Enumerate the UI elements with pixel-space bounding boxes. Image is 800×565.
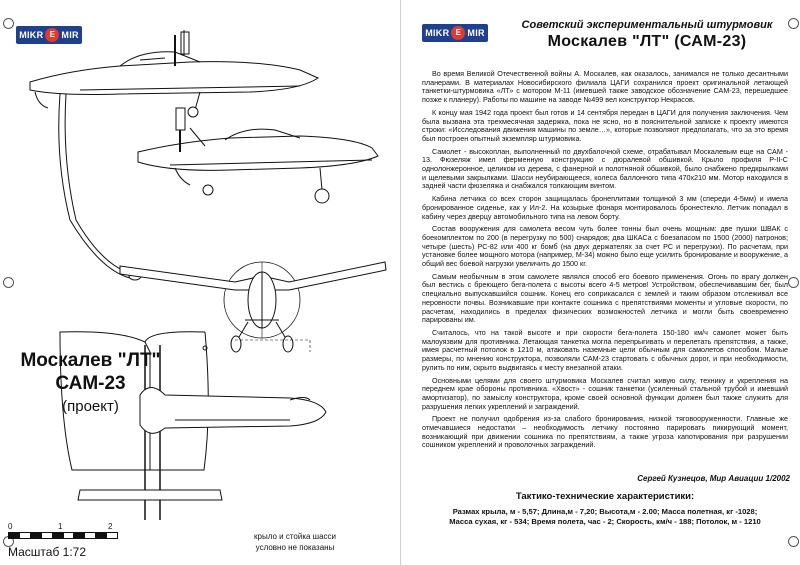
note-line: условно не показаны: [255, 543, 335, 552]
article-paragraph: Основными целями для своего штурмовика Москалев считал живую силу, технику и укрепления на переднем крае обороны противника. «Хвост» - сошник танкетки (усиленный стальной трубой и имевший амортизатор), по замыслу конструктора, кроме своей основной функции должен был также служить для разрушения легких укреплений и заграждений.: [422, 375, 788, 411]
side-view-middle: [138, 108, 378, 203]
model-status: (проект): [62, 398, 119, 415]
right-text-page: [400, 0, 800, 565]
article-paragraph: Самым необычным в этом самолете являлся способ его боевого применения. Огонь по врагу должен был вестись с бреющего бега-полета с высоты всего 4-5 метров! Устройством, обеспечивавшим бег, был специально выпускавшийся сошник. Конец его соприкасался с землей и таким образом отслеживал все неровности почвы. Возникавшие при контакте сошника с препятствиями моменты и угловые скорости, по расчетам, находились в пределах физических возможностей летчика и могли быть своевременно парированы им.: [422, 271, 788, 325]
article-paragraph: Проект не получил одобрения из-за слабого бронирования, низкой тяговооруженности. Главные же отмечавшиеся недостатки – необходимость летчику постоянно парировать пикирующий момент, возникающий при движении сошника по препятствиям, а также угроза капотирования при разрушении сошником укреплений и проволочных заграждений.: [422, 414, 788, 450]
article-header: [512, 19, 782, 52]
logo-right-text: MIR: [61, 30, 79, 40]
front-view: [120, 262, 386, 352]
binder-hole: [788, 18, 799, 29]
article-paragraph: Во время Великой Отечественной войны А. Москалев, как оказалось, занимался не только десантными планерами. В материалах Новосибирского филиала ЦАГИ сохранился проект оригинальной летающей танкетки-штурмовика «ЛТ» с мотором М-11 (имевшей также заводское обозначение САМ-23, перешедшее позже к планеру). Работы по машине на заводе №499 вел конструктор Некрасов.: [422, 69, 788, 105]
article-author: Сергей Кузнецов, Мир Авиации 1/2002: [637, 474, 790, 483]
article-paragraph: Состав вооружения для самолета весом чуть более тонны был очень мощным: две пушки ШВАК с боекомплектом по 200 (в перегрузку по 500) снарядов; два ШКАСа с боезапасом по 1500 (2000) патронов; четыре (шесть) РС-82 или 400 кг бомб (на двух держателях за счет РС и перегрузки). По расчетам, при установке более мощного мотора (например, М-34) можно было еще усилить бронирование и вооружение, а общий вес боевой нагрузки увеличить до 1500 кг.: [422, 224, 788, 269]
binder-hole: [788, 536, 799, 547]
scale-numbers: [8, 522, 118, 532]
article-paragraph: К концу мая 1942 года проект был готов и 14 сентября передан в ЦАГИ для получения заключения. Чем была вызвана эта трехмесячная задержка, пока не ясно, но в пояснительной записке к проекту имеются строки: «Исследования движения машины по земле…», которые позволяют предполагать, что за это время был построен опытный экземпляр штурмовика.: [422, 107, 788, 143]
model-title: [8, 350, 173, 418]
article-title: Москалев "ЛТ" (САМ-23): [547, 33, 747, 50]
note-line: крыло и стойка шасси: [254, 532, 336, 541]
scale-ruler: [8, 532, 118, 539]
logo-emblem: E: [45, 28, 59, 42]
article-body: [422, 70, 788, 454]
article-subtitle: Советский экспериментальный штурмовик: [521, 19, 773, 31]
scale-bar: [8, 522, 118, 559]
logo-emblem: E: [451, 26, 465, 40]
article-paragraph: Самолет - высокоплан, выполненный по двухбалочной схеме, отрабатывал Москалевым еще на САМ - 13. Фюзеляж имел ферменную конструкцию с дюралевой обшивкой. Крыло профиля Р-II-С однолонжеронное, целиком из дерева, с фанерной и полотняной обшивкой, было снабжено предкрылками и щелевыми закрылками. Шасси неубирающееся, колеса баллонного типа 470х210 мм. Мотор находился в задней части фюзеляжа и снабжался толкающим винтом.: [422, 146, 788, 191]
logo-right-text: MIR: [467, 28, 485, 38]
model-name: Москалев "ЛТ": [20, 350, 161, 371]
scale-number: 2: [108, 522, 113, 531]
specs-block: [422, 507, 788, 527]
mikromir-logo: [422, 24, 488, 42]
binder-hole: [788, 277, 799, 288]
specs-line: Размах крыла, м - 5,57; Длина,м - 7,20; Высота,м - 2.00; Масса полетная, кг -1028;: [452, 507, 758, 516]
article-paragraph: Кабина летчика со всех сторон защищалась бронеплитами толщиной 3 мм (спереди 4-5мм) и имела бронированное сиденье, как у Ил-2. На козырьке фонаря монтировалось бронестекло. Летчик попадал в кабину через дверцу автомобильного типа на левом борту.: [422, 194, 788, 221]
logo-left-text: MIKR: [425, 28, 450, 38]
scale-label: Масштаб 1:72: [8, 545, 87, 559]
model-designation: САМ-23: [55, 373, 126, 394]
logo-left-text: MIKR: [19, 30, 44, 40]
article-paragraph: Считалось, что на такой высоте и при скорости бега-полета 150-180 км/ч самолет может быть малоуязвим для противника. Летающая танкетка могла перепрыгивать и перелетать препятствия, а также, имея расчетный потолок в 1210 м, атаковать наземные цели обычным для самолетов способом. Малые размеры, по мнению конструктора, позволяли САМ-23 стартовать с обычных дорог, и при необходимости, рулить по ним, скрыто выдвигаясь к месту внезапной атаки.: [422, 327, 788, 372]
drawing-note: [240, 531, 350, 553]
specs-title: Тактико-технические характеристики:: [515, 491, 695, 502]
scale-number: 1: [58, 522, 63, 531]
specs-line: Масса сухая, кг - 534; Время полета, час - 2; Скорость, км/ч - 188; Потолок, м - 1210: [449, 517, 761, 526]
scale-number: 0: [8, 522, 13, 531]
